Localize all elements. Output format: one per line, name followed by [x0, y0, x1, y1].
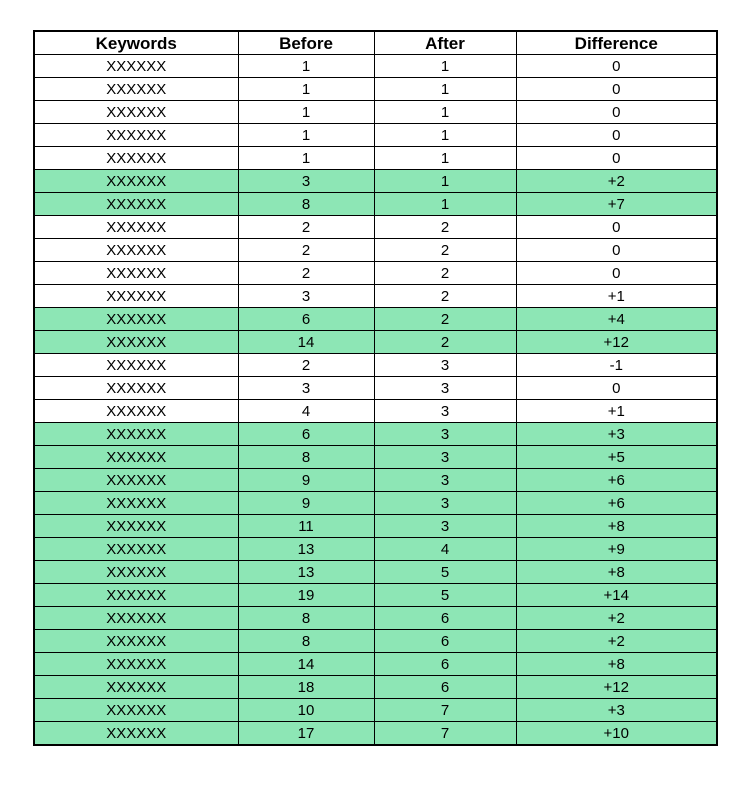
cell-before: 13: [238, 561, 374, 584]
table-row: [34, 607, 717, 630]
cell-before: 18: [238, 676, 374, 699]
cell-after: 7: [374, 699, 516, 722]
cell-before: 8: [238, 193, 374, 216]
cell-before: 3: [238, 285, 374, 308]
cell-keyword: XXXXXX: [34, 147, 238, 170]
header-difference: Difference: [516, 31, 717, 55]
table-row: [34, 147, 717, 170]
cell-difference: 0: [516, 101, 717, 124]
cell-difference: +8: [516, 653, 717, 676]
cell-keyword: XXXXXX: [34, 676, 238, 699]
table-row: [34, 492, 717, 515]
cell-difference: +1: [516, 400, 717, 423]
table-row: [34, 285, 717, 308]
cell-difference: +8: [516, 515, 717, 538]
cell-keyword: XXXXXX: [34, 423, 238, 446]
cell-before: 2: [238, 239, 374, 262]
cell-after: 3: [374, 423, 516, 446]
cell-difference: +2: [516, 630, 717, 653]
cell-keyword: XXXXXX: [34, 101, 238, 124]
cell-before: 2: [238, 216, 374, 239]
cell-after: 3: [374, 377, 516, 400]
cell-after: 1: [374, 147, 516, 170]
table-row: [34, 446, 717, 469]
cell-before: 13: [238, 538, 374, 561]
cell-after: 1: [374, 193, 516, 216]
cell-keyword: XXXXXX: [34, 124, 238, 147]
cell-difference: +9: [516, 538, 717, 561]
cell-difference: +14: [516, 584, 717, 607]
cell-difference: +6: [516, 492, 717, 515]
cell-difference: +5: [516, 446, 717, 469]
cell-difference: 0: [516, 377, 717, 400]
cell-keyword: XXXXXX: [34, 446, 238, 469]
cell-before: 14: [238, 653, 374, 676]
table-row: [34, 630, 717, 653]
header-after: After: [374, 31, 516, 55]
cell-keyword: XXXXXX: [34, 584, 238, 607]
cell-difference: +2: [516, 170, 717, 193]
cell-after: 5: [374, 561, 516, 584]
cell-difference: 0: [516, 262, 717, 285]
cell-keyword: XXXXXX: [34, 377, 238, 400]
cell-keyword: XXXXXX: [34, 400, 238, 423]
cell-before: 1: [238, 147, 374, 170]
cell-keyword: XXXXXX: [34, 78, 238, 101]
table-row: [34, 55, 717, 78]
cell-difference: 0: [516, 147, 717, 170]
header-before: Before: [238, 31, 374, 55]
cell-keyword: XXXXXX: [34, 653, 238, 676]
cell-after: 3: [374, 469, 516, 492]
cell-difference: +10: [516, 722, 717, 746]
table-row: [34, 193, 717, 216]
cell-after: 6: [374, 607, 516, 630]
cell-before: 9: [238, 469, 374, 492]
cell-before: 4: [238, 400, 374, 423]
cell-difference: +12: [516, 331, 717, 354]
cell-after: 3: [374, 354, 516, 377]
cell-difference: -1: [516, 354, 717, 377]
cell-difference: +1: [516, 285, 717, 308]
table-row: [34, 239, 717, 262]
cell-after: 6: [374, 630, 516, 653]
table-row: [34, 377, 717, 400]
cell-difference: +8: [516, 561, 717, 584]
cell-keyword: XXXXXX: [34, 216, 238, 239]
cell-before: 6: [238, 423, 374, 446]
cell-difference: 0: [516, 124, 717, 147]
cell-before: 1: [238, 101, 374, 124]
cell-after: 1: [374, 170, 516, 193]
cell-after: 3: [374, 515, 516, 538]
keyword-ranking-table: [33, 30, 718, 746]
cell-after: 2: [374, 239, 516, 262]
cell-before: 17: [238, 722, 374, 746]
cell-difference: 0: [516, 216, 717, 239]
cell-difference: +6: [516, 469, 717, 492]
table-row: [34, 124, 717, 147]
table-row: [34, 561, 717, 584]
cell-keyword: XXXXXX: [34, 55, 238, 78]
table-row: [34, 354, 717, 377]
cell-before: 10: [238, 699, 374, 722]
cell-keyword: XXXXXX: [34, 492, 238, 515]
table-row: [34, 722, 717, 746]
cell-after: 1: [374, 101, 516, 124]
cell-keyword: XXXXXX: [34, 262, 238, 285]
cell-keyword: XXXXXX: [34, 170, 238, 193]
cell-difference: +4: [516, 308, 717, 331]
table-row: [34, 262, 717, 285]
cell-after: 2: [374, 331, 516, 354]
cell-before: 2: [238, 262, 374, 285]
cell-keyword: XXXXXX: [34, 538, 238, 561]
cell-keyword: XXXXXX: [34, 308, 238, 331]
cell-difference: +7: [516, 193, 717, 216]
cell-after: 5: [374, 584, 516, 607]
table-row: [34, 331, 717, 354]
cell-after: 3: [374, 492, 516, 515]
table-row: [34, 423, 717, 446]
cell-difference: 0: [516, 78, 717, 101]
cell-after: 1: [374, 55, 516, 78]
cell-after: 2: [374, 262, 516, 285]
cell-difference: +3: [516, 423, 717, 446]
header-row: [34, 31, 717, 55]
cell-difference: +3: [516, 699, 717, 722]
cell-after: 2: [374, 285, 516, 308]
cell-before: 2: [238, 354, 374, 377]
cell-difference: 0: [516, 55, 717, 78]
cell-keyword: XXXXXX: [34, 607, 238, 630]
cell-after: 2: [374, 216, 516, 239]
cell-after: 3: [374, 446, 516, 469]
cell-after: 4: [374, 538, 516, 561]
table-row: [34, 469, 717, 492]
cell-keyword: XXXXXX: [34, 630, 238, 653]
header-keywords: Keywords: [34, 31, 238, 55]
cell-keyword: XXXXXX: [34, 285, 238, 308]
table-row: [34, 78, 717, 101]
cell-keyword: XXXXXX: [34, 193, 238, 216]
table-row: [34, 653, 717, 676]
cell-before: 3: [238, 170, 374, 193]
cell-before: 1: [238, 124, 374, 147]
cell-before: 14: [238, 331, 374, 354]
table-row: [34, 308, 717, 331]
cell-keyword: XXXXXX: [34, 239, 238, 262]
cell-after: 3: [374, 400, 516, 423]
table-row: [34, 584, 717, 607]
table-row: [34, 515, 717, 538]
cell-after: 6: [374, 653, 516, 676]
cell-keyword: XXXXXX: [34, 354, 238, 377]
cell-after: 7: [374, 722, 516, 746]
cell-after: 6: [374, 676, 516, 699]
table-row: [34, 216, 717, 239]
cell-before: 3: [238, 377, 374, 400]
cell-difference: +12: [516, 676, 717, 699]
table-row: [34, 170, 717, 193]
cell-before: 1: [238, 55, 374, 78]
table-row: [34, 699, 717, 722]
table-row: [34, 400, 717, 423]
table-row: [34, 676, 717, 699]
cell-after: 1: [374, 78, 516, 101]
cell-keyword: XXXXXX: [34, 722, 238, 746]
table-row: [34, 101, 717, 124]
cell-before: 8: [238, 446, 374, 469]
cell-keyword: XXXXXX: [34, 561, 238, 584]
cell-before: 19: [238, 584, 374, 607]
cell-keyword: XXXXXX: [34, 331, 238, 354]
cell-difference: 0: [516, 239, 717, 262]
cell-difference: +2: [516, 607, 717, 630]
cell-before: 9: [238, 492, 374, 515]
cell-before: 8: [238, 630, 374, 653]
cell-before: 8: [238, 607, 374, 630]
cell-before: 6: [238, 308, 374, 331]
cell-keyword: XXXXXX: [34, 469, 238, 492]
table-row: [34, 538, 717, 561]
cell-before: 11: [238, 515, 374, 538]
table-body: [34, 55, 717, 746]
cell-after: 1: [374, 124, 516, 147]
cell-keyword: XXXXXX: [34, 515, 238, 538]
cell-keyword: XXXXXX: [34, 699, 238, 722]
cell-after: 2: [374, 308, 516, 331]
cell-before: 1: [238, 78, 374, 101]
